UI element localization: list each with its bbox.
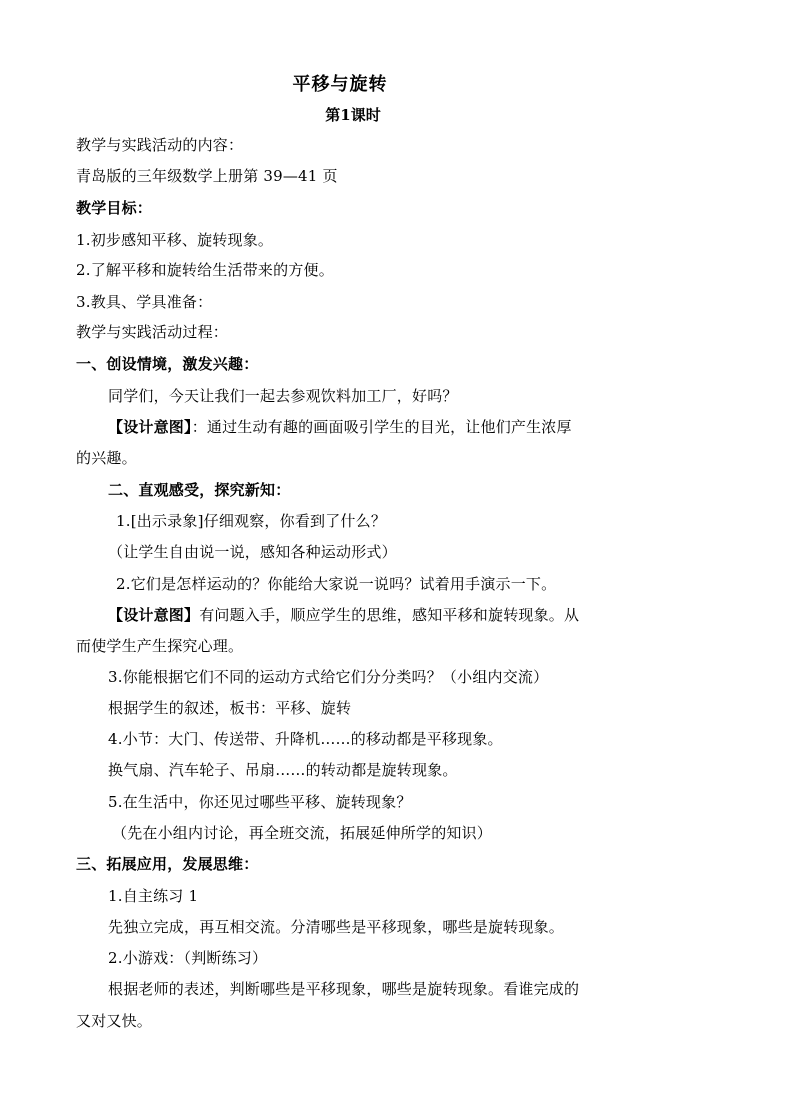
text-line: 教学与实践活动的内容： [76, 136, 244, 154]
text-line: 青岛版的三年级数学上册第 39—41 页 [76, 167, 338, 185]
text-line: 教学与实践活动过程： [76, 323, 229, 341]
text-line: 1.[出示录象]仔细观察，你看到了什么？ [116, 512, 387, 530]
text-line: 换气扇、汽车轮子、吊扇……的转动都是旋转现象。 [108, 761, 458, 779]
text-line: （先在小组内讨论，再全班交流，拓展延伸所学的知识） [112, 824, 493, 842]
text-line: 1.初步感知平移、旋转现象。 [76, 231, 274, 249]
text-line: 2.它们是怎样运动的？你能给大家说一说吗？试着用手演示一下。 [116, 575, 557, 593]
section-heading: 教学目标： [76, 199, 153, 217]
text-line: 1.自主练习 1 [108, 887, 199, 905]
text-line: 又对又快。 [76, 1012, 153, 1030]
document-title: 平移与旋转 [292, 74, 388, 95]
design-intent-label: 【设计意图】 [108, 418, 192, 436]
text-line: 3.教具、学具准备： [76, 293, 213, 311]
text-line: 先独立完成，再互相交流。分清哪些是平移现象，哪些是旋转现象。 [108, 918, 565, 936]
design-intent-line [108, 605, 579, 625]
design-intent-line [108, 417, 572, 437]
text-line: 而使学生产生探究心理。 [76, 637, 244, 655]
text-line: 同学们，今天让我们一起去参观饮料加工厂，好吗？ [108, 387, 458, 405]
text-line: 2.小游戏：（判断练习） [108, 949, 268, 967]
section-heading: 二、直观感受，探究新知： [108, 481, 291, 499]
text-line: 5.在生活中，你还见过哪些平移、旋转现象？ [108, 793, 412, 811]
document-subtitle: 第1课时 [325, 106, 381, 124]
text-line: 2.了解平移和旋转给生活带来的方便。 [76, 261, 334, 279]
text-line: （让学生自由说一说，感知各种运动形式） [108, 543, 397, 561]
text-line: 的兴趣。 [76, 449, 137, 467]
text-line: 4.小节：大门、传送带、升降机……的移动都是平移现象。 [108, 730, 503, 748]
text-line: 3.你能根据它们不同的运动方式给它们分分类吗？（小组内交流） [108, 668, 549, 686]
design-intent-label: 【设计意图】 [108, 606, 200, 624]
design-intent-text: 有问题入手，顺应学生的思维，感知平移和旋转现象。从 [199, 606, 580, 624]
text-line: 根据老师的表述，判断哪些是平移现象，哪些是旋转现象。看谁完成的 [108, 980, 580, 998]
section-heading: 一、创设情境，激发兴趣： [76, 355, 259, 373]
design-intent-text: ：通过生动有趣的画面吸引学生的目光，让他们产生浓厚 [191, 418, 572, 436]
text-line: 根据学生的叙述，板书：平移、旋转 [108, 699, 352, 717]
section-heading: 三、拓展应用，发展思维： [76, 855, 259, 873]
